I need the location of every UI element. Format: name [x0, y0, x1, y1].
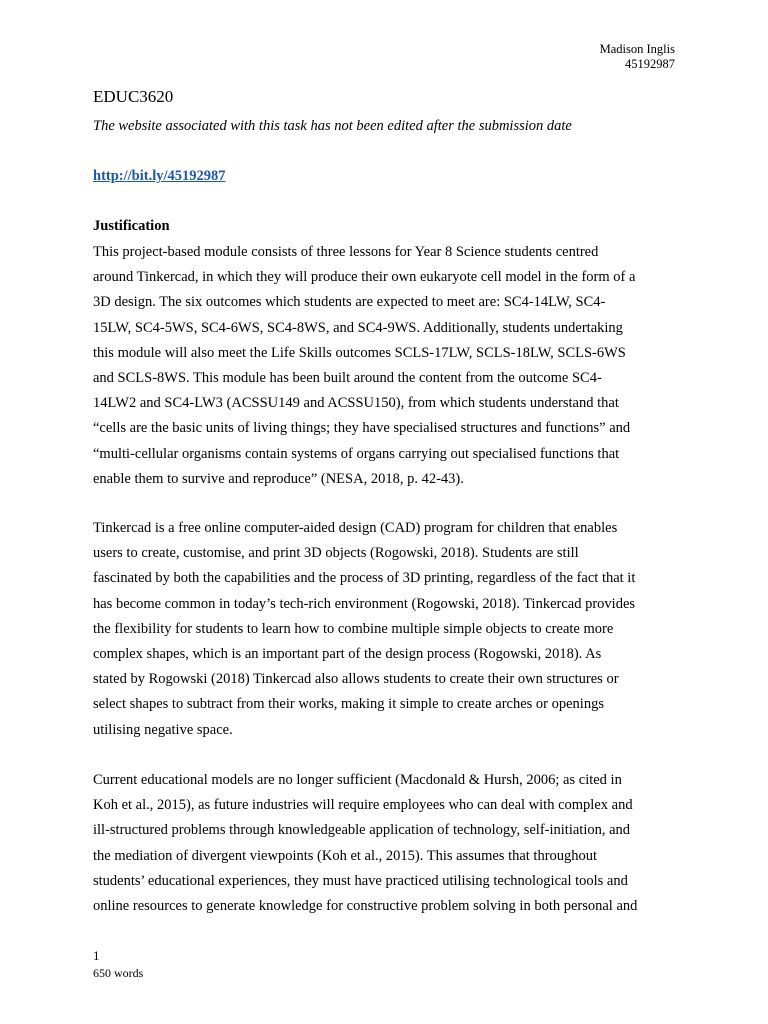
paragraph-line: the flexibility for students to learn how to combine multiple simple objects to create more — [93, 620, 614, 637]
website-link[interactable]: http://bit.ly/45192987 — [93, 168, 226, 184]
paragraph-line: Current educational models are no longer sufficient (Macdonald & Hursh, 2006; as cited in — [93, 772, 622, 788]
paragraph-2 — [93, 516, 683, 743]
paragraph-line: 14LW2 and SC4-LW3 (ACSSU149 and ACSSU150), from which students understand that — [93, 395, 619, 412]
paragraph-line: “cells are the basic units of living things; they have specialised structures and functions” and — [93, 420, 631, 437]
paragraph-line: Koh et al., 2015), as future industries will require employees who can deal with complex and — [93, 797, 633, 814]
paragraph-line: has become common in today’s tech-rich environment (Rogowski, 2018). Tinkercad provides — [93, 595, 636, 612]
page-number: 1 — [93, 948, 100, 963]
submission-note: The website associated with this task has not been edited after the submission date — [93, 118, 572, 134]
course-code: EDUC3620 — [93, 87, 174, 106]
paragraph-line: online resources to generate knowledge for constructive problem solving in both personal and — [93, 898, 638, 915]
author-name: Madison Inglis — [599, 42, 675, 56]
word-count: 650 words — [93, 966, 144, 980]
paragraph-line: stated by Rogowski (2018) Tinkercad also allows students to create their own structures or — [93, 671, 619, 688]
paragraph-line: enable them to survive and reproduce” (NESA, 2018, p. 42-43). — [93, 470, 464, 487]
paragraph-line: Tinkercad is a free online computer-aided design (CAD) program for children that enables — [93, 520, 618, 536]
paragraph-line: fascinated by both the capabilities and the process of 3D printing, regardless of the fact that it — [93, 570, 636, 587]
page-header — [600, 42, 675, 72]
paragraph-3 — [93, 768, 683, 919]
paragraph-line: ill-structured problems through knowledgeable application of technology, self-initiation, and — [93, 822, 631, 839]
paragraph-line: complex shapes, which is an important part of the design process (Rogowski, 2018). As — [93, 646, 602, 663]
paragraph-1 — [93, 240, 683, 492]
paragraph-line: select shapes to subtract from their works, making it simple to create arches or openings — [93, 696, 604, 713]
paragraph-line: 3D design. The six outcomes which students are expected to meet are: SC4-14LW, SC4- — [93, 294, 606, 311]
paragraph-line: “multi-cellular organisms contain systems of organs carrying out specialised functions that — [93, 445, 620, 462]
paragraph-line: around Tinkercad, in which they will produce their own eukaryote cell model in the form of a — [93, 269, 636, 286]
paragraph-line: This project-based module consists of three lessons for Year 8 Science students centred — [93, 244, 599, 260]
paragraph-line: users to create, customise, and print 3D objects (Rogowski, 2018). Students are still — [93, 545, 579, 562]
paragraph-line: this module will also meet the Life Skills outcomes SCLS-17LW, SCLS-18LW, SCLS-6WS — [93, 344, 626, 361]
paragraph-line: utilising negative space. — [93, 721, 233, 738]
paragraph-line: students’ educational experiences, they must have practiced utilising technological tools and — [93, 872, 628, 889]
section-heading: Justification — [93, 218, 170, 234]
paragraph-line: and SCLS-8WS. This module has been built around the content from the outcome SC4- — [93, 370, 602, 387]
paragraph-line: the mediation of divergent viewpoints (Koh et al., 2015). This assumes that throughout — [93, 847, 598, 864]
paragraph-line: 15LW, SC4-5WS, SC4-6WS, SC4-8WS, and SC4-9WS. Additionally, students undertaking — [93, 319, 623, 336]
student-id: 45192987 — [625, 57, 675, 71]
